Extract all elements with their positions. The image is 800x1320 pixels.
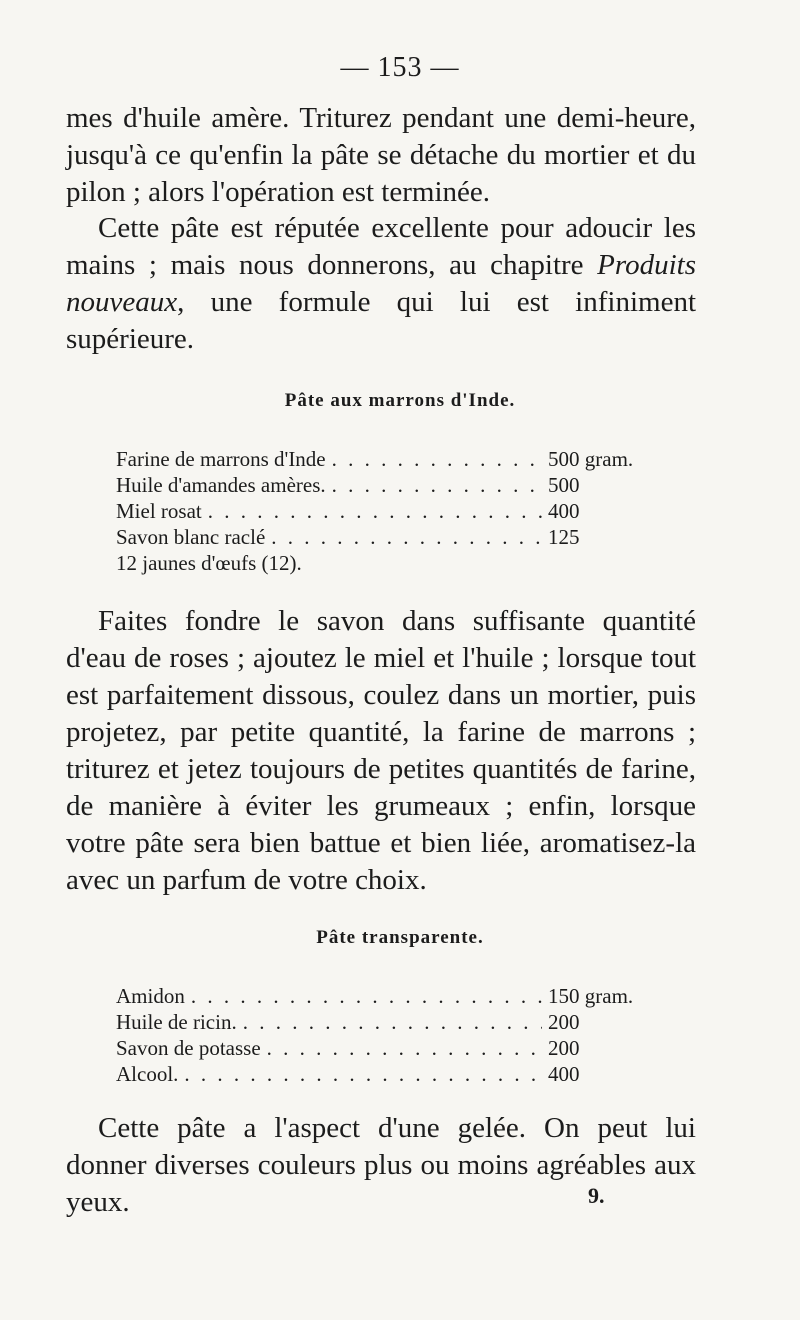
leader-dots <box>271 524 542 550</box>
ingredient-row <box>116 524 676 550</box>
leader-dots <box>208 498 542 524</box>
ingredient-row <box>116 1061 676 1087</box>
leader-dots <box>243 1009 542 1035</box>
ingredient-name: Farine de marrons d'Inde <box>116 447 326 471</box>
leader-dots <box>191 983 542 1009</box>
ingredient-name: Huile de ricin. <box>116 1010 237 1034</box>
ingredient-name: Savon de potasse <box>116 1036 261 1060</box>
ingredient-quantity: 400 <box>548 1062 580 1086</box>
ingredient-quantity: 200 <box>548 1010 580 1034</box>
ingredient-quantity: 400 <box>548 499 580 523</box>
ingredient-note <box>116 550 676 576</box>
leader-dots <box>184 1061 542 1087</box>
ingredient-row <box>116 983 676 1009</box>
leader-dots <box>332 472 542 498</box>
signature-mark: 9. <box>588 1183 605 1208</box>
ingredient-row <box>116 472 676 498</box>
paragraph-softening-start: Cette pâte est réputée excellente pour adoucir les mains ; mais nous donnerons, au chapitre <box>66 212 696 281</box>
ingredient-quantity: 150 gram. <box>548 984 634 1008</box>
ingredient-name: Amidon <box>116 984 185 1008</box>
ingredient-name: Huile d'amandes amères. <box>116 473 326 497</box>
recipe-title-marrons: Pâte aux marrons d'Inde. <box>284 390 516 411</box>
leader-dots <box>267 1035 542 1061</box>
chapter-reference: Produits nouveaux <box>66 249 696 318</box>
paragraph-softening-end: , une formule qui lui est infiniment supérieure. <box>66 286 696 355</box>
ingredient-quantity: 500 gram. <box>548 447 634 471</box>
ingredient-quantity: 200 <box>548 1036 580 1060</box>
ingredient-name: Savon blanc raclé <box>116 525 266 549</box>
paragraph-softening <box>66 210 696 358</box>
paragraph-instructions-text: Faites fondre le savon dans suffisante quantité d'eau de roses ; ajoutez le miel et l'huile ; lorsque tout est parfaitement dissous, coulez dans un mortier, puis projetez, par petite quantité, la farine de marrons ; triturez et jetez toujours de petites quantités de farine, de manière à éviter les grumeaux ; enfin, lorsque votre pâte sera bien battue et bien liée, aromatisez-la avec un parfum de votre choix. <box>66 605 696 896</box>
ingredient-row <box>116 498 676 524</box>
ingredient-quantity: 125 <box>548 525 580 549</box>
ingredient-name: Miel rosat <box>116 499 202 523</box>
paragraph-gelee-text: Cette pâte a l'aspect d'une gelée. On peut lui donner diverses couleurs plus ou moins agréables aux yeux. <box>66 1112 696 1218</box>
recipe-title-transparente: Pâte transparente. <box>316 927 484 948</box>
recipe-list-marrons <box>116 446 676 576</box>
ingredient-note-text: 12 jaunes d'œufs (12). <box>116 551 302 575</box>
ingredient-row <box>116 446 676 472</box>
ingredient-row <box>116 1009 676 1035</box>
ingredient-quantity: 500 <box>548 473 580 497</box>
leader-dots <box>332 446 542 472</box>
paragraph-intro: mes d'huile amère. Triturez pendant une demi-heure, jusqu'à ce qu'enfin la pâte se détache du mortier et du pilon ; alors l'opération est terminée. <box>66 102 696 208</box>
paragraph-instructions <box>66 603 696 899</box>
ingredient-row <box>116 1035 676 1061</box>
page-number: — 153 — <box>340 52 460 83</box>
recipe-list-transparente <box>116 983 676 1087</box>
ingredient-name: Alcool. <box>116 1062 179 1086</box>
